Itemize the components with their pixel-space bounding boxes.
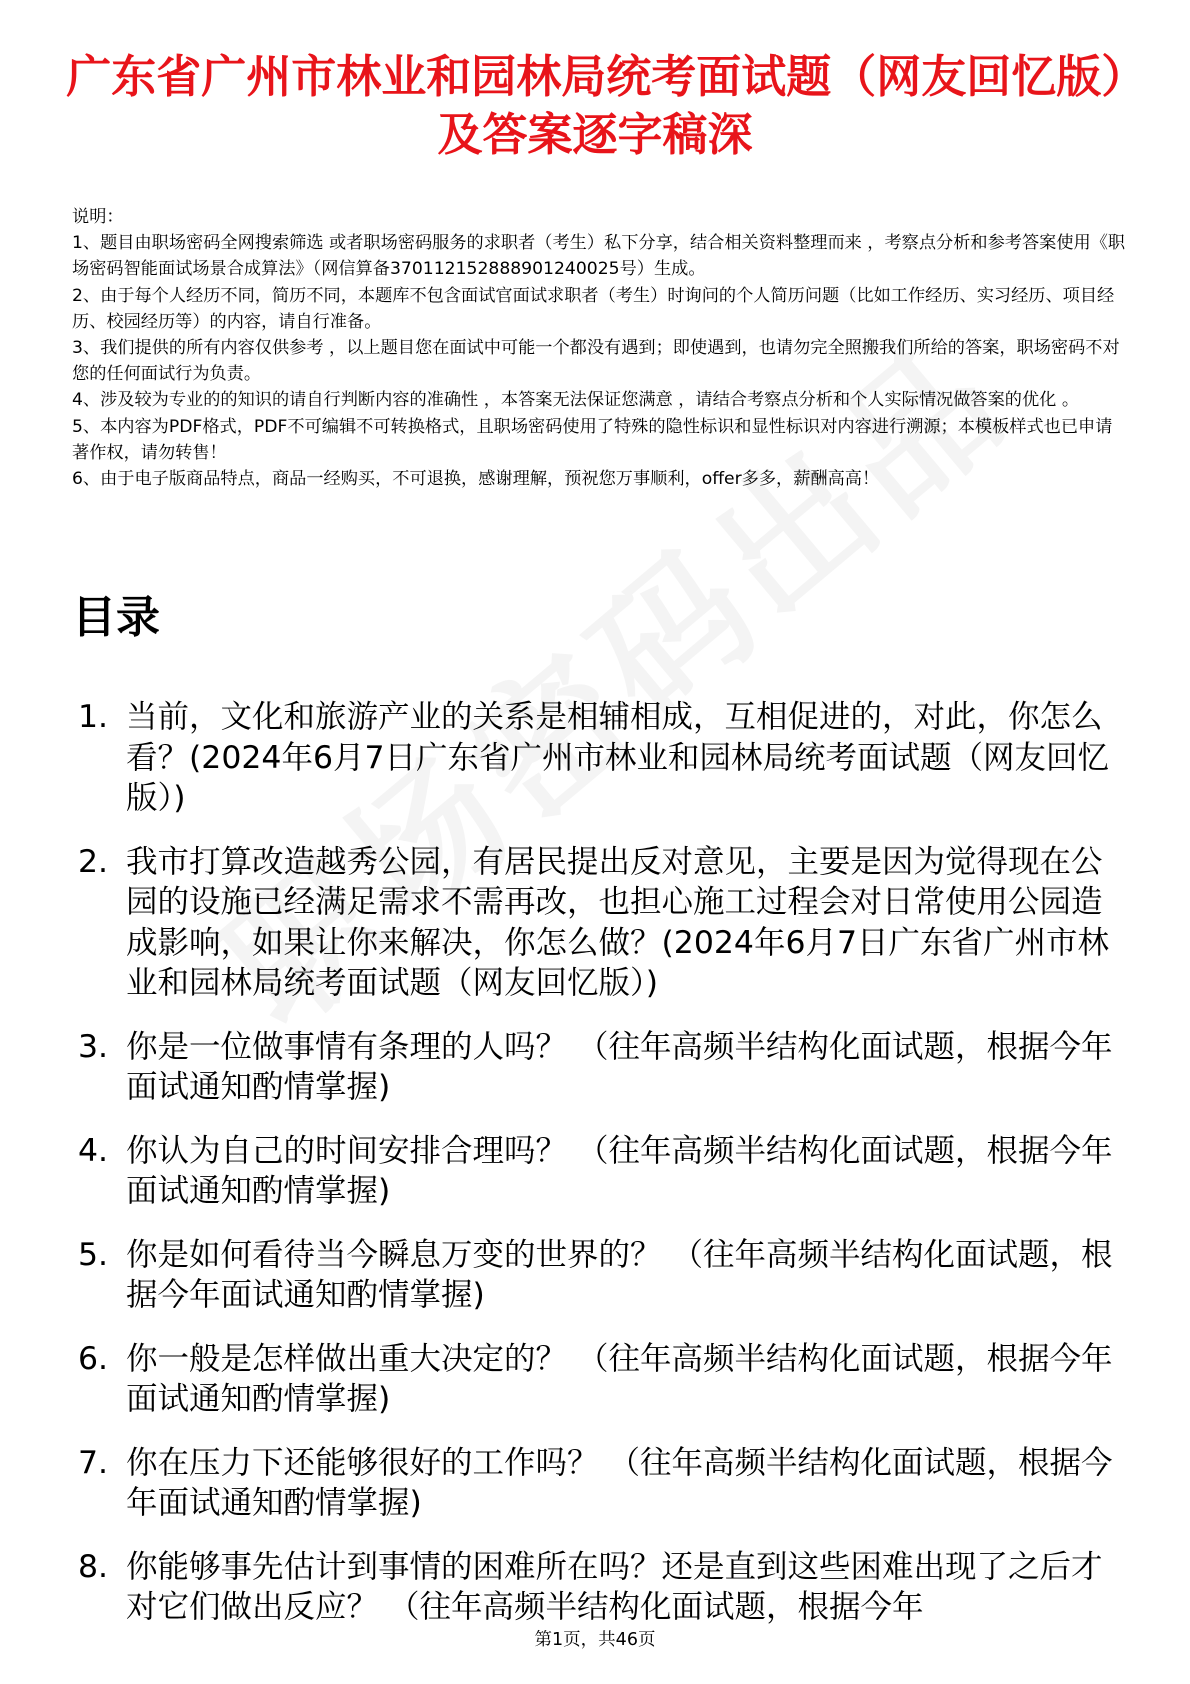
- toc-item-number: 2.: [78, 843, 109, 880]
- toc-item-text: 你认为自己的时间安排合理吗？ （往年高频半结构化面试题，根据今年面试通知酌情掌握): [126, 1132, 1113, 1209]
- toc-item-3[interactable]: [78, 1027, 1128, 1108]
- toc-item-number: 7.: [78, 1444, 109, 1481]
- toc-item-number: 1.: [78, 699, 109, 735]
- toc-item-text: 你是一位做事情有条理的人吗？ （往年高频半结构化面试题，根据今年面试通知酌情掌握): [126, 1028, 1113, 1105]
- toc-item-text: 你是如何看待当今瞬息万变的世界的？ （往年高频半结构化面试题，根据今年面试通知酌情掌握): [126, 1236, 1113, 1313]
- toc-item-text: 你能够事先估计到事情的困难所在吗？还是直到这些困难出现了之后才对它们做出反应？ （往年高频半结构化面试题，根据今年: [126, 1548, 1103, 1625]
- toc-item-1[interactable]: [78, 697, 1128, 819]
- toc-item-5[interactable]: [78, 1235, 1128, 1316]
- note-item: 6、由于电子版商品特点，商品一经购买，不可退换，感谢理解，预祝您万事顺利，offer多多，薪酬高高！: [72, 469, 880, 490]
- note-item: 5、本内容为PDF格式，PDF不可编辑不可转换格式，且职场密码使用了特殊的隐性标识和显性标识对内容进行溯源；本模板样式也已申请著作权，请勿转售！: [72, 416, 1113, 463]
- document-title: 广东省广州市林业和园林局统考面试题（网友回忆版）及答案逐字稿深: [66, 50, 1124, 161]
- toc-item-number: 6.: [78, 1340, 109, 1377]
- toc-item-text: 当前，文化和旅游产业的关系是相辅相成，互相促进的，对此，你怎么看？(2024年6月7日广东省广州市林业和园林局统考面试题（网友回忆版）): [126, 699, 1110, 816]
- toc-item-4[interactable]: [78, 1131, 1128, 1212]
- toc-item-7[interactable]: [78, 1443, 1128, 1524]
- toc-item-8[interactable]: [78, 1547, 1128, 1628]
- toc-item-number: 5.: [78, 1236, 109, 1273]
- toc-item-2[interactable]: [78, 842, 1128, 1004]
- note-item: 2、由于每个人经历不同，简历不同，本题库不包含面试官面试求职者（考生）时询问的个人简历问题（比如工作经历、实习经历、项目经历、校园经历等）的内容，请自行准备。: [72, 285, 1115, 332]
- toc-item-number: 3.: [78, 1028, 109, 1065]
- notes-section: [72, 204, 1127, 492]
- toc-list: [78, 697, 1128, 1651]
- toc-item-text: 我市打算改造越秀公园，有居民提出反对意见，主要是因为觉得现在公园的设施已经满足需求不需再改，也担心施工过程会对日常使用公园造成影响，如果让你来解决，你怎么做？(2024年6月7日广东省广州市林业和园林局统考面试题（网友回忆版）): [126, 843, 1110, 1001]
- note-item: 1、题目由职场密码全网搜索筛选 或者职场密码服务的求职者（考生）私下分享，结合相关资料整理而来 ，考察点分析和参考答案使用《职场密码智能面试场景合成算法》（网信算备370112152888901240025号）生成。: [72, 233, 1126, 280]
- page-footer: 第1页，共46页: [534, 1630, 656, 1650]
- toc-item-number: 4.: [78, 1132, 109, 1169]
- toc-item-text: 你一般是怎样做出重大决定的？ （往年高频半结构化面试题，根据今年面试通知酌情掌握): [126, 1340, 1113, 1417]
- toc-heading: 目录: [72, 592, 160, 643]
- toc-item-6[interactable]: [78, 1339, 1128, 1420]
- note-item: 3、我们提供的所有内容仅供参考 ，以上题目您在面试中可能一个都没有遇到；即使遇到，也请勿完全照搬我们所给的答案，职场密码不对您的任何面试行为负责。: [72, 338, 1120, 385]
- toc-item-text: 你在压力下还能够很好的工作吗？ （往年高频半结构化面试题，根据今年面试通知酌情掌握): [126, 1444, 1113, 1521]
- notes-heading: 说明：: [72, 207, 124, 227]
- toc-item-number: 8.: [78, 1548, 109, 1585]
- note-item: 4、涉及较为专业的的知识的请自行判断内容的准确性 ，本答案无法保证您满意 ，请结合考察点分析和个人实际情况做答案的优化 。: [72, 390, 1080, 411]
